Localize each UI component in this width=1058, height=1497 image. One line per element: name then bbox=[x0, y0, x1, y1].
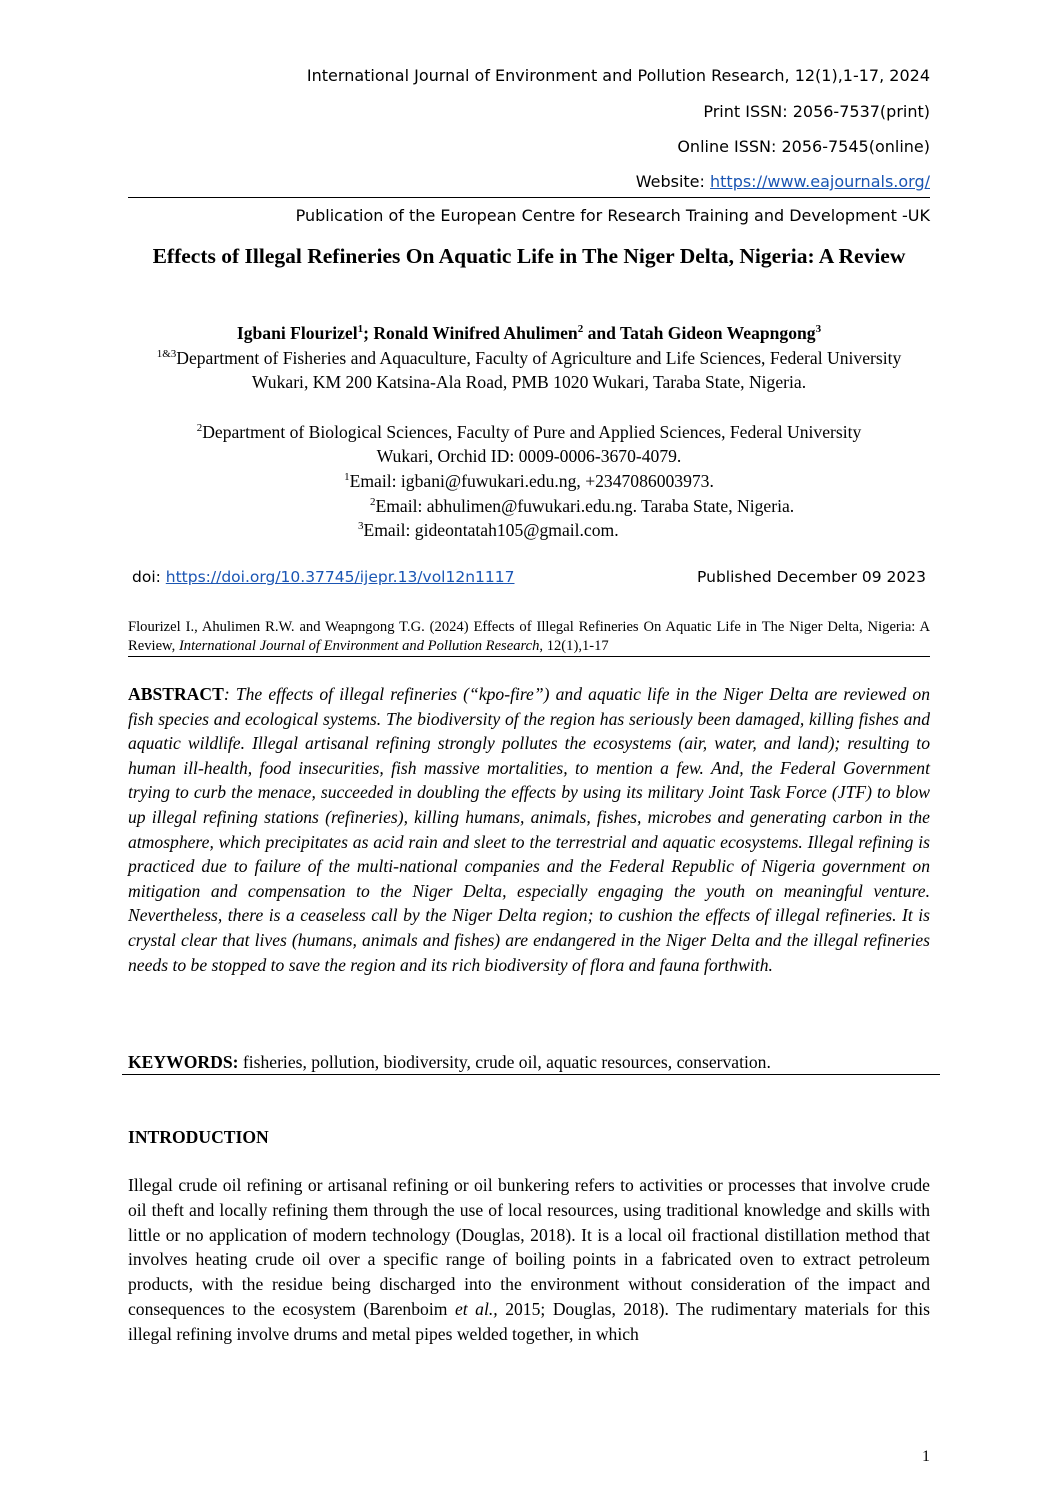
abstract bbox=[128, 682, 930, 977]
email-2 bbox=[370, 494, 970, 518]
abstract-text: : The effects of illegal refineries (“kpo-fire”) and aquatic life in the Niger Delta are reviewed on fish species and ecological systems. The biodiversity of the region has seriously been damaged, killing fishes and aquatic wildlife. Illegal artisanal refining strongly pollutes the ecosystems (air, water, and land); resulting to human ill-health, food insecurities, fish massive mortalities, to mention a few. And, the Federal Government trying to curb the menace, succeeded in doubling the effects by using its military Joint Task Force (JTF) to blow up illegal refining stations (refineries), killing humans, animals, fishes, microbes and generating carbon in the atmosphere, which precipitates as acid rain and sleet to the terrestrial and aquatic ecosystems. Illegal refining is practiced due to failure of the multi-national companies and the Federal Republic of Nigeria government on mitigation and compensation to the Niger Delta, especially engaging the youth on meaningful venture. Nevertheless, there is a ceaseless call by the Niger Delta region; to cushion the effects of illegal refineries. It is crystal clear that lives (humans, animals and fishes) are endangered in the Niger Delta and the illegal refineries needs to be stopped to save the region and its rich biodiversity of flora and fauna forthwith. bbox=[128, 684, 930, 975]
online-issn: Online ISSN: 2056-7545(online) bbox=[677, 137, 930, 156]
website-link[interactable]: https://www.eajournals.org/ bbox=[710, 172, 930, 191]
email-1 bbox=[128, 469, 930, 493]
doi-line bbox=[132, 567, 515, 587]
affiliation-1-text: Department of Fisheries and Aquaculture, Faculty of Agriculture and Life Sciences, Federal University Wukari, KM 200 Katsina-Ala Road, PMB 1020 Wukari, Taraba State, Nigeria. bbox=[176, 348, 902, 392]
author-2-sup: 2 bbox=[577, 323, 584, 336]
article-title: Effects of Illegal Refineries On Aquatic Life in The Niger Delta, Nigeria: A Review bbox=[152, 244, 906, 268]
keywords-text: fisheries, pollution, biodiversity, crude oil, aquatic resources, conservation. bbox=[238, 1052, 771, 1072]
intro-heading: INTRODUCTION bbox=[128, 1127, 269, 1147]
intro-text-2: 2015; Douglas, 2018). The rudimentary materials for this illegal refining involve drums and metal pipes welded together, in which bbox=[128, 1298, 931, 1344]
email-3 bbox=[358, 518, 958, 542]
intro-paragraph bbox=[128, 1173, 930, 1347]
intro-text-1: Illegal crude oil refining or artisanal refining or oil bunkering refers to activities or processes that involve crude oil theft and locally refining them through the use of local resources, using traditional knowledge and skills with little or no application of modern technology (Douglas, 2018). It is a local oil fractional distillation method that involves heating crude oil over a specific range of boiling points in a fabricated oven to extract petroleum products, with the residue being discharged into the environment without consideration of the impact and consequences to the ecosystem (Barenboim bbox=[128, 1175, 930, 1319]
email-2-text: Email: abhulimen@fuwukari.edu.ng. Taraba State, Nigeria. bbox=[375, 496, 795, 516]
author-3: and Tatah Gideon Weapngong bbox=[583, 323, 816, 343]
journal-line: International Journal of Environment and Pollution Research, 12(1),1-17, 2024 bbox=[306, 66, 930, 85]
citation-tail: , 12(1),1-17 bbox=[539, 638, 609, 654]
page-number: 1 bbox=[922, 1448, 930, 1465]
keywords-label: KEYWORDS: bbox=[128, 1052, 239, 1072]
email-1-sup: 1 bbox=[344, 471, 350, 484]
publisher-line: Publication of the European Centre for Research Training and Development -UK bbox=[295, 206, 930, 225]
doi-link[interactable]: https://doi.org/10.37745/ijepr.13/vol12n1117 bbox=[165, 568, 515, 586]
keywords bbox=[128, 1050, 930, 1074]
keywords-rule bbox=[122, 1074, 940, 1075]
website-line bbox=[636, 172, 930, 192]
doi-label: doi: bbox=[132, 568, 166, 586]
published-date: Published December 09 2023 bbox=[697, 568, 926, 586]
citation-rule bbox=[128, 656, 930, 657]
affiliation-2-sup: 2 bbox=[196, 422, 203, 435]
email-3-sup: 3 bbox=[358, 520, 364, 533]
citation-authors: Flourizel I., Ahulimen R.W. and Weapngong T.G. (2024) Effects of Illegal Refineries On Aquatic Life in The Niger Delta, Nigeria: A Review, bbox=[128, 619, 930, 654]
email-3-text: Email: gideontatah105@gmail.com. bbox=[363, 520, 619, 540]
website-label: Website: bbox=[635, 172, 710, 191]
abstract-label: ABSTRACT bbox=[128, 684, 224, 704]
citation-journal: International Journal of Environment and Pollution Research bbox=[178, 638, 540, 654]
email-1-text: Email: igbani@fuwukari.edu.ng, +2347086003973. bbox=[349, 471, 714, 491]
citation bbox=[128, 618, 930, 656]
author-1: Igbani Flourizel bbox=[236, 323, 358, 343]
email-2-sup: 2 bbox=[370, 496, 376, 509]
affiliation-2-text: Department of Biological Sciences, Faculty of Pure and Applied Sciences, Federal University Wukari, Orchid ID: 0009-0006-3670-4079. bbox=[202, 422, 862, 466]
author-list bbox=[128, 321, 930, 345]
author-3-sup: 3 bbox=[815, 323, 822, 336]
affiliation-1 bbox=[128, 346, 930, 394]
print-issn: Print ISSN: 2056-7537(print) bbox=[703, 102, 930, 121]
author-2: ; Ronald Winifred Ahulimen bbox=[363, 323, 578, 343]
affiliation-2 bbox=[128, 420, 930, 468]
affiliation-1-sup: 1&3 bbox=[156, 348, 177, 361]
author-1-sup: 1 bbox=[357, 323, 364, 336]
intro-etal: et al., bbox=[454, 1298, 498, 1319]
header-rule bbox=[128, 197, 930, 198]
